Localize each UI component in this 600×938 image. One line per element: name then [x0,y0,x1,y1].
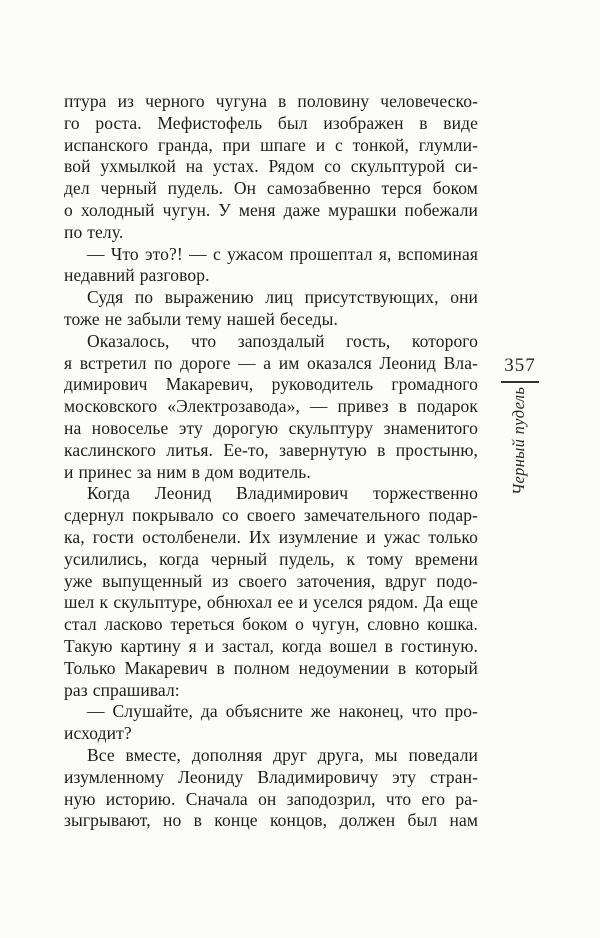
text-line: — Что это?! — с ужасом прошептал я, вспоминая [87,243,478,264]
text-line: по телу. [64,221,124,242]
text-line: Когда Леонид Владимирович торжественно [87,483,478,504]
text-line: зыгрывают, но в конце концов, должен был нам [64,810,478,831]
text-line: шел к скульптуре, обнюхал ее и уселся рядом. Да еще [64,592,478,613]
text-line: птура из черного чугуна в половину человеческо- [64,91,478,111]
text-line: о холодный чугун. У меня даже мурашки побежали [64,199,478,220]
text-line: испанского гранда, при шпаге и с тонкой, глумли- [64,134,478,155]
page-number-rule [501,381,539,383]
text-line: я встретил по дороге — а им оказался Леонид Вла- [64,352,478,373]
paragraph [64,331,478,484]
paragraph [64,287,478,331]
text-line: московского «Электрозавода», — привез в подарок [64,396,478,417]
text-line: усилились, когда черный пудель, к тому времени [64,548,478,569]
text-line: вой ухмылкой на устах. Рядом со скульптурой си- [64,156,478,177]
text-line: на новоселье эту дорогую скульптуру знаменитого [64,417,478,438]
chapter-title-vertical: Черный пудель [509,386,528,496]
text-line: Оказалось, что запоздалый гость, которого [87,330,478,351]
text-line: Все вместе, дополняя друг друга, мы поведали [87,744,478,765]
text-line: раз спрашивал: [64,679,180,700]
paragraph [64,91,478,244]
paragraph [64,701,478,745]
page-text [64,91,478,832]
text-line: стал ласково тереться боком о чугун, словно кошка. [64,614,478,635]
text-line: Только Макаревич в полном недоумении в который [64,657,478,678]
paragraph [64,244,478,288]
text-line: ную историю. Сначала он заподозрил, что его ра- [64,788,478,809]
paragraph [64,483,478,701]
text-line: — Слушайте, да объясните же наконец, что про- [87,701,478,722]
text-line: Судя по выражению лиц присутствующих, они [87,287,478,308]
paragraph [64,745,478,832]
text-line: сдернул покрывало со своего замечательного подар- [64,505,478,526]
text-line: уже выпущенный из своего заточения, вдруг подо- [64,570,478,591]
text-line: го роста. Мефистофель был изображен в виде [64,112,478,133]
text-line: изумленному Леониду Владимировичу эту стран- [64,766,478,787]
text-line: и принес за ним в дом водитель. [64,461,311,482]
text-line: ка, гости остолбенели. Их изумление и ужас только [64,526,478,547]
text-line: димирович Макаревич, руководитель громадного [64,374,478,395]
text-line: недавний разговор. [64,265,210,286]
text-line: дел черный пудель. Он самозабвенно терся боком [64,178,478,199]
text-line: тоже не забыли тему нашей беседы. [64,308,339,329]
text-line: исходит? [64,723,132,744]
page-number: 357 [504,355,536,376]
text-line: Такую картину я и застал, когда вошел в гостиную. [64,635,478,656]
text-line: каслинского литья. Ее-то, завернутую в простыню, [64,439,478,460]
